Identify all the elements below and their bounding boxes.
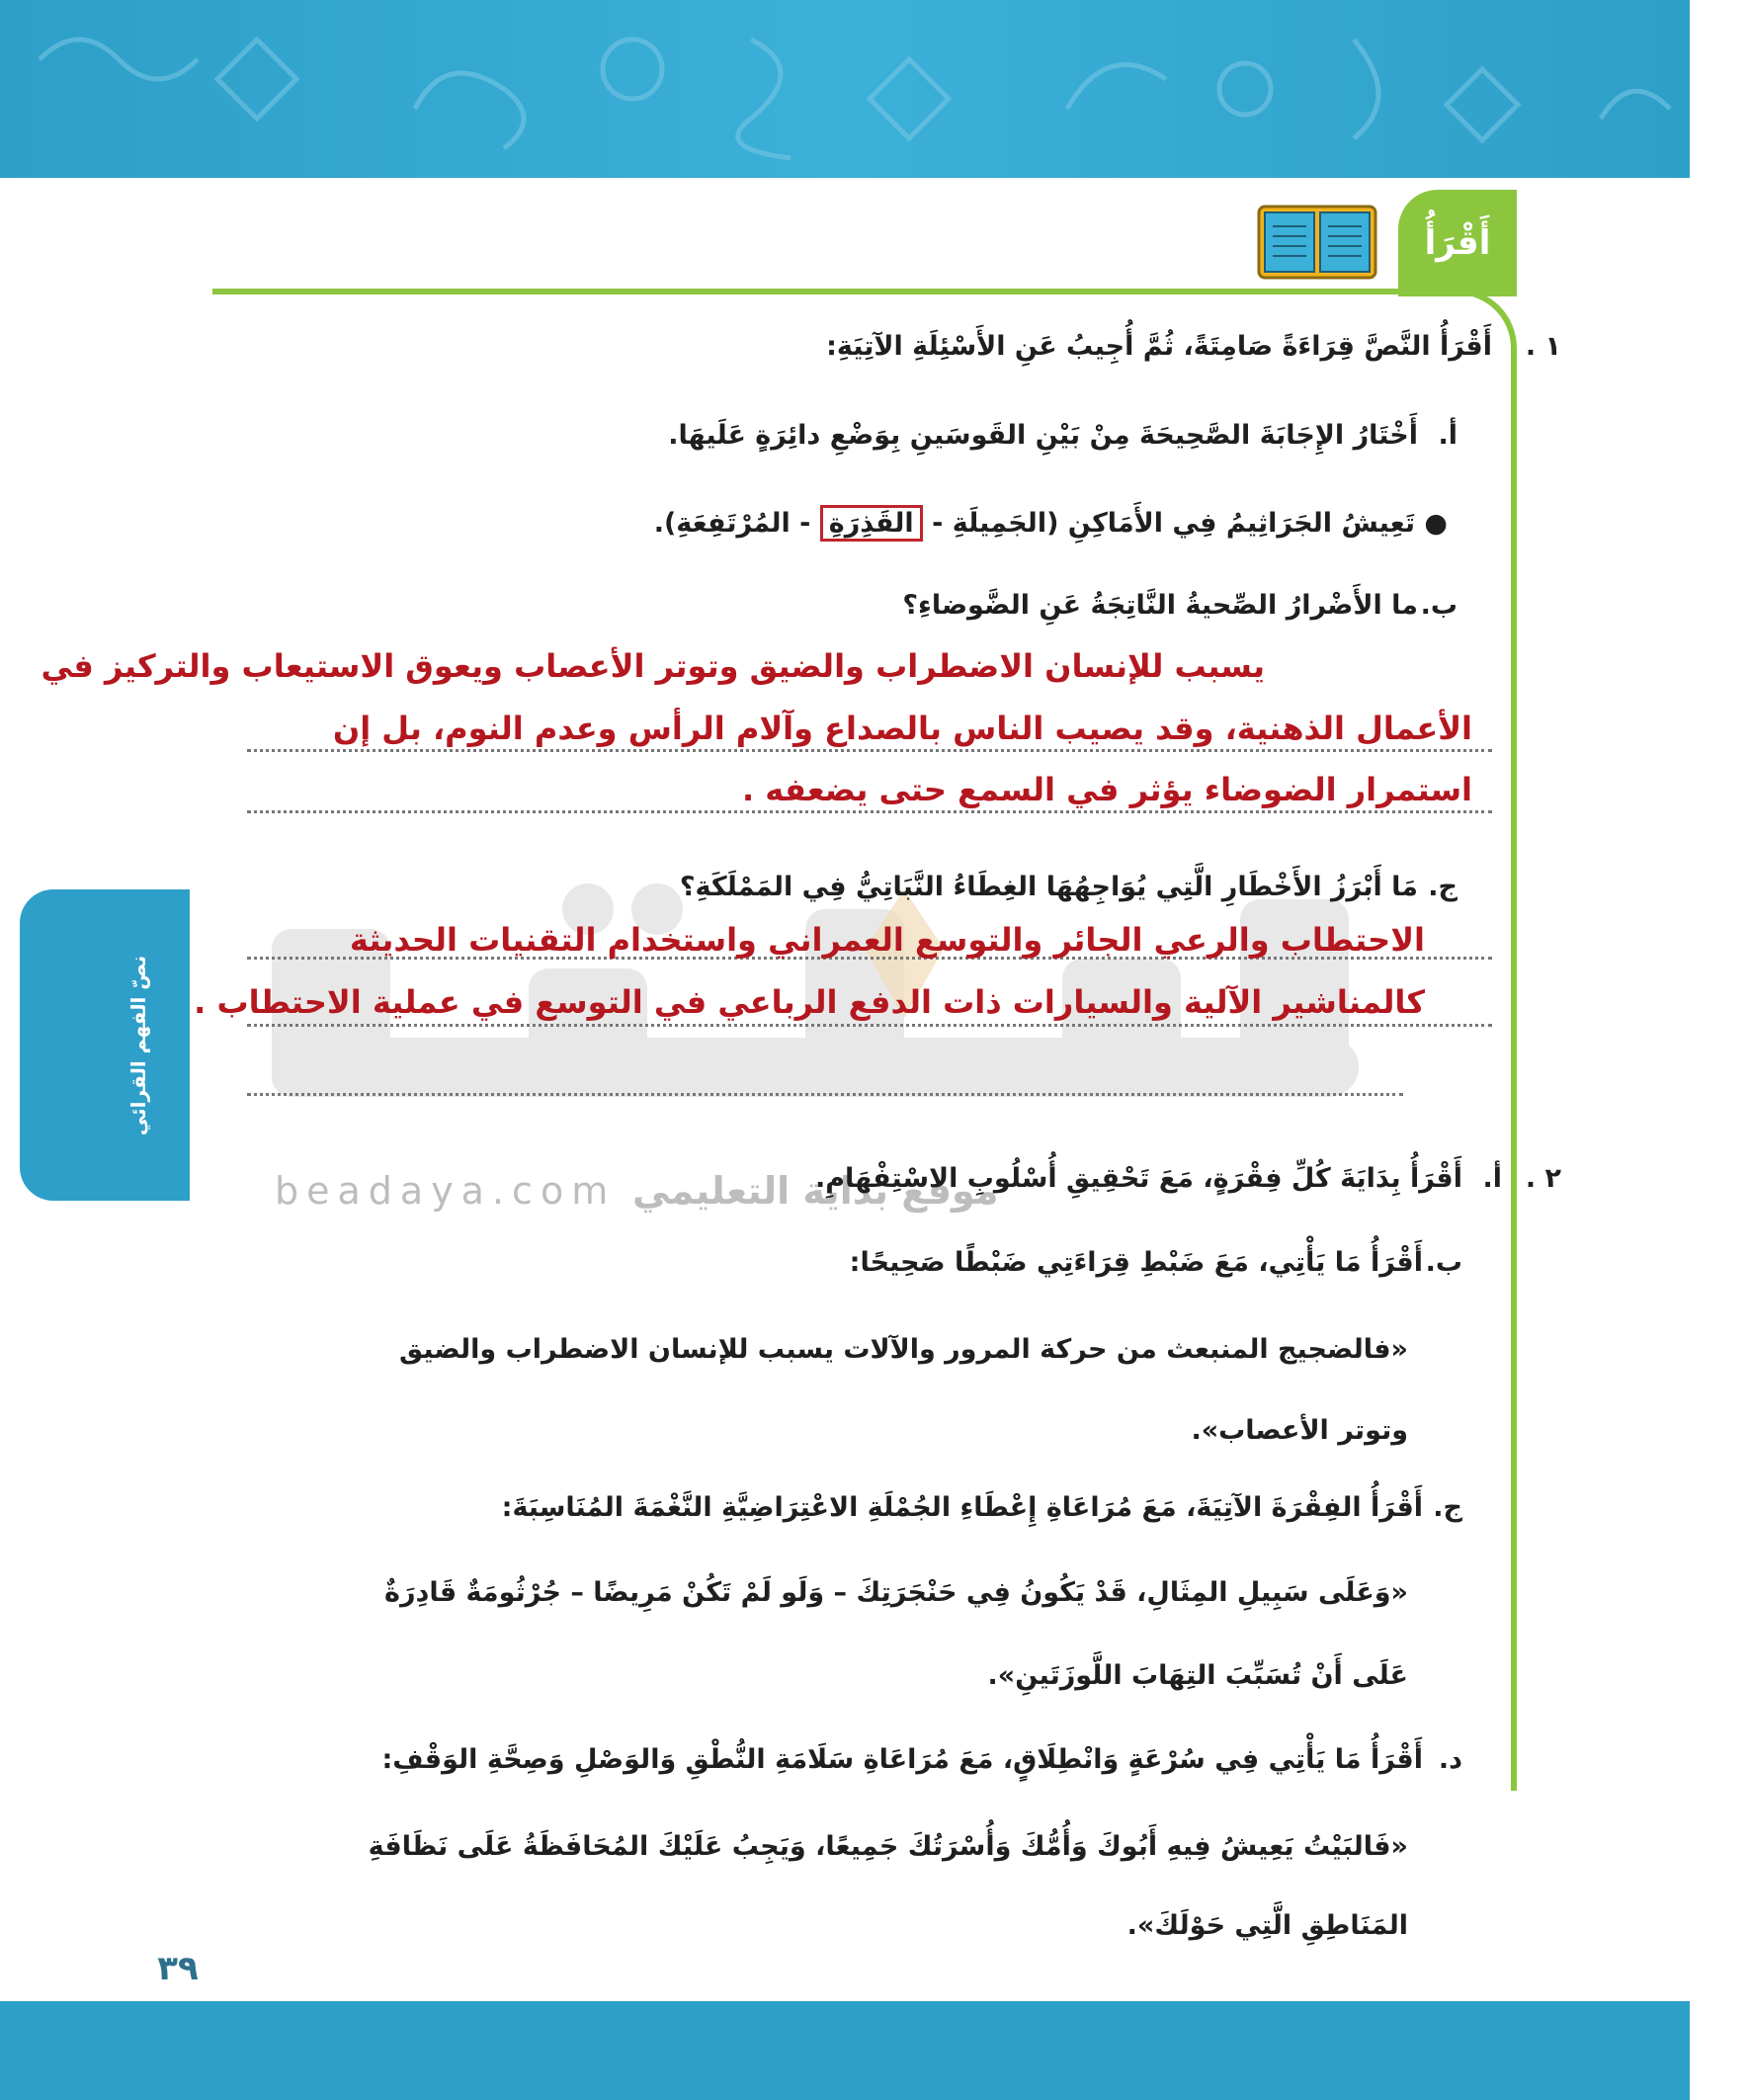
q2-number: ٢ . — [1525, 1163, 1561, 1194]
top-banner — [0, 0, 1690, 178]
q1-c-question: مَا أَبْرَزُ الأَخْطَارِ الَّتِي يُوَاجِهُهَا الغِطَاءُ النَّبَاتِيُّ فِي المَمْلَكَةِ؟ — [679, 872, 1418, 902]
q2-b-text: أَقْرَأُ مَا يَأْتِي، مَعَ ضَبْطِ قِرَاءَتِي ضَبْطًا صَحِيحًا: — [849, 1247, 1423, 1278]
q2-d-quote-line-1: «فَالبَيْتُ يَعِيشُ فِيهِ أَبُوكَ وَأُمُّكَ وَأُسْرَتُكَ جَمِيعًا، وَيَجِبُ عَلَيْكَ المُحَافَظَةُ عَلَى نَظَافَةِ — [368, 1831, 1408, 1862]
q1-b-answer-line-1: يسبب للإنسان الاضطراب والضيق وتوتر الأعصاب ويعوق الاستيعاب والتركيز في — [41, 647, 1265, 685]
side-tab — [20, 889, 190, 1201]
q2-c-text: أَقْرَأُ الفِقْرَةَ الآتِيَةَ، مَعَ مُرَاعَاةِ إِعْطَاءِ الجُمْلَةِ الاعْتِرَاضِيَّةِ النَّغْمَةَ المُنَاسِبَةَ: — [501, 1492, 1423, 1523]
q1-b-answer-line-3: استمرار الضوضاء يؤثر في السمع حتى يضعفه . — [742, 771, 1472, 808]
q1-a-bullet — [654, 508, 1448, 539]
q2-d-quote-line-2: المَنَاطِقِ الَّتِي حَوْلَكَ». — [1126, 1910, 1408, 1941]
watermark-logo — [252, 870, 1388, 1176]
watermark-latin: beadaya.com — [275, 1169, 617, 1213]
q2-b-quote-line-2: وتوتر الأعصاب». — [1191, 1415, 1408, 1446]
section-tab-label: أَقْرَأُ — [1424, 223, 1491, 263]
q1-a-label: أ. — [1438, 420, 1458, 451]
bottom-band — [0, 2001, 1690, 2100]
calligraphy-pattern-decoration — [0, 0, 1690, 178]
q1-b-label: ب. — [1420, 590, 1458, 621]
q2-b-label: ب. — [1425, 1247, 1462, 1278]
q1-number: ١ . — [1525, 331, 1561, 362]
q1-a-text: أَخْتَارُ الإِجَابَةَ الصَّحِيحَةَ مِنْ بَيْنِ القَوسَينِ بِوَضْعِ دائِرَةٍ عَلَيهَا. — [668, 420, 1418, 451]
q1-c-answer-line-1: الاحتطاب والرعي الجائر والتوسع العمراني واستخدام التقنيات الحديثة — [349, 921, 1425, 959]
q2-d-label: د. — [1438, 1744, 1462, 1775]
page-number: ٣٩ — [157, 1949, 199, 1988]
side-tab-label: نصّ الفهم القرائي — [126, 955, 150, 1136]
answer-dotted-line — [247, 1093, 1403, 1096]
q2-a-text: أَقْرَأُ بِدَايَةَ كُلِّ فِقْرَةٍ، مَعَ تَحْقِيقِ أُسْلُوبِ الاسْتِفْهَامِ. — [814, 1163, 1462, 1194]
q1-a-bullet-before: تَعِيشُ الجَرَاثِيمُ فِي الأَمَاكِنِ (الجَمِيلَةِ - — [932, 508, 1416, 539]
answer-dotted-line — [247, 749, 1492, 752]
circled-answer: القَذِرَةِ — [820, 505, 923, 542]
q1-c-label: ج. — [1428, 872, 1458, 902]
q2-a-label: أ. — [1482, 1163, 1502, 1194]
section-tab-read — [1398, 190, 1517, 296]
q1-b-question: ما الأَضْرارُ الصِّحيةُ النَّاتِجَةُ عَنِ الضَّوضاءِ؟ — [902, 590, 1418, 621]
q2-d-text: أَقْرَأُ مَا يَأْتِي فِي سُرْعَةٍ وَانْطِلَاقٍ، مَعَ مُرَاعَاةِ سَلَامَةِ النُّطْقِ وَالوَصْلِ وَصِحَّةِ الوَقْفِ: — [381, 1744, 1423, 1775]
q2-c-quote-line-2: عَلَى أَنْ تُسَبِّبَ التِهَابَ اللَّوزَتَينِ». — [987, 1660, 1408, 1691]
watermark-arabic: موقع بداية التعليمي — [632, 1169, 999, 1213]
open-book-icon — [1257, 205, 1377, 280]
answer-dotted-line — [247, 810, 1492, 813]
q1-instruction: أَقْرَأُ النَّصَّ قِرَاءَةً صَامِتَةً، ثُمَّ أُجِيبُ عَنِ الأَسْئِلَةِ الآتِيَةِ: — [826, 331, 1492, 362]
q2-b-quote-line-1: «فالضجيج المنبعث من حركة المرور والآلات يسبب للإنسان الاضطراب والضيق — [399, 1334, 1408, 1365]
q1-a-bullet-after: - المُرْتَفِعَةِ). — [653, 508, 811, 539]
q2-c-label: ج. — [1433, 1492, 1462, 1523]
answer-dotted-line — [247, 1024, 1492, 1027]
q1-c-answer-line-2: كالمناشير الآلية والسيارات ذات الدفع الرباعي في التوسع في عملية الاحتطاب . — [194, 983, 1425, 1021]
q1-b-answer-line-2: الأعمال الذهنية، وقد يصيب الناس بالصداع وآلام الرأس وعدم النوم، بل إن — [332, 710, 1472, 747]
bullet-dot: ● — [1415, 508, 1448, 539]
q2-c-quote-line-1: «وَعَلَى سَبِيلِ المِثَالِ، قَدْ يَكُونُ فِي حَنْجَرَتِكَ – وَلَو لَمْ تَكُنْ مَرِيضًا – جُرْثُومَةٌ قَادِرَةٌ — [384, 1577, 1408, 1608]
